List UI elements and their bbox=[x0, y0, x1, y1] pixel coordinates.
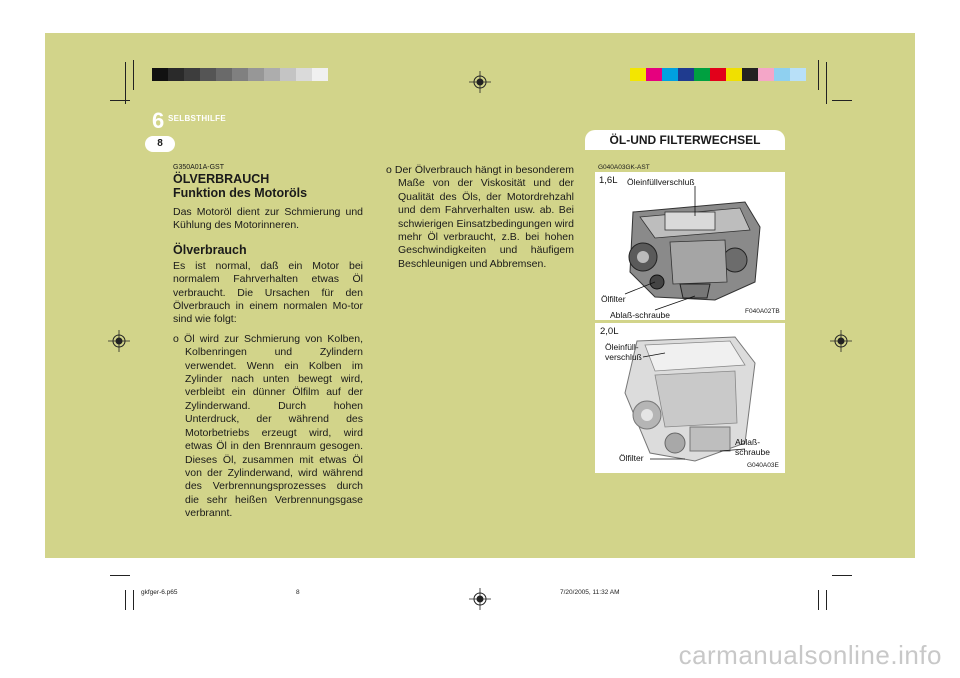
figure-engine-1-6l bbox=[595, 172, 785, 320]
section-code: G350A01A-GST bbox=[173, 164, 224, 171]
color-swatch bbox=[758, 68, 774, 81]
middle-column bbox=[386, 164, 574, 271]
color-swatch bbox=[232, 68, 248, 81]
figure-engine-2-0l bbox=[595, 323, 785, 473]
color-swatch bbox=[264, 68, 280, 81]
paragraph-consumption: Es ist normal, daß ein Motor bei normalem Fahrverhalten etwas Öl verbraucht. Die Ursachen für den Ölverbrauch in einem normalen Mo-tor sind wie folgt: bbox=[173, 259, 363, 326]
color-swatch bbox=[662, 68, 678, 81]
crop-mark bbox=[818, 590, 819, 610]
crop-mark bbox=[133, 590, 134, 610]
registration-mark-icon bbox=[830, 330, 852, 352]
label-oil-filter: Ölfilter bbox=[619, 453, 644, 463]
engine-size-label: 1,6L bbox=[599, 175, 618, 186]
color-swatch bbox=[710, 68, 726, 81]
color-swatch bbox=[726, 68, 742, 81]
paragraph-function: Das Motoröl dient zur Schmierung und Kühlung des Motorinneren. bbox=[173, 206, 363, 232]
color-swatch bbox=[742, 68, 758, 81]
registration-mark-icon bbox=[469, 588, 491, 610]
footer-file: gkfger-6.p65 bbox=[141, 589, 178, 596]
bullet-item: o Der Ölverbrauch hängt in besonderem Maße von der Viskosität und der Qualität des Öls, der Motordrehzahl und dem Fahrverhalten usw. ab. Bei schwierigen Einsatzbedingungen wird mehr Öl verbraucht, z.B. bei hohen Geschwindigkeiten und häufigem Beschleunigen und Abbremsen. bbox=[386, 164, 574, 270]
heading-funktion: Funktion des Motoröls bbox=[173, 186, 308, 200]
color-swatch bbox=[646, 68, 662, 81]
chapter-number: 6 bbox=[152, 108, 165, 133]
crop-mark bbox=[110, 100, 130, 101]
label-oil-fill-cap: Öleinfüllverschluß bbox=[627, 177, 695, 187]
color-swatch bbox=[168, 68, 184, 81]
color-swatch bbox=[184, 68, 200, 81]
crop-mark bbox=[826, 62, 827, 104]
subheading-oelverbrauch: Ölverbrauch bbox=[173, 242, 247, 257]
color-swatch bbox=[678, 68, 694, 81]
footer-page: 8 bbox=[296, 589, 300, 596]
crop-mark bbox=[110, 575, 130, 576]
registration-mark-icon bbox=[108, 330, 130, 352]
label-drain-plug-line2: schraube bbox=[735, 447, 770, 457]
label-oil-filter: Ölfilter bbox=[601, 294, 626, 304]
engine-size-label: 2,0L bbox=[600, 326, 619, 337]
crop-mark bbox=[133, 60, 134, 90]
label-oil-fill-cap-line1: Öleinfüll- bbox=[605, 342, 639, 352]
section-title: ÖL-UND FILTERWECHSEL bbox=[585, 130, 785, 150]
color-swatch bbox=[248, 68, 264, 81]
bullet-item: o Öl wird zur Schmierung von Kolben, Kolbenringen und Zylindern verwendet. Wenn ein Kolben im Zylinder nach unten bewegt wird, verbleibt ein dünner Ölfilm auf der Zylinderwand. Durch hohen Unterdruck, der während des Motorbetriebs erzeugt wird, wird etwas Öl in den Brennraum gesogen. Dieses Öl, zusammen mit etwas Öl von der Zylinderwand, wird während des Verbrennungsprozesses durch die sehr heißen Verbrennungsgase verbrannt. bbox=[173, 332, 363, 520]
heading-oelverbrauch: ÖLVERBRAUCH bbox=[173, 172, 270, 186]
label-drain-plug-line1: Ablaß- bbox=[735, 437, 761, 447]
color-swatch bbox=[312, 68, 328, 81]
page-number-badge: 8 bbox=[145, 136, 175, 152]
color-swatch bbox=[296, 68, 312, 81]
footer-timestamp: 7/20/2005, 11:32 AM bbox=[560, 589, 620, 596]
figure-code: G040A03GK-AST bbox=[598, 164, 650, 171]
color-swatch bbox=[630, 68, 646, 81]
color-swatch bbox=[694, 68, 710, 81]
crop-mark bbox=[125, 62, 126, 104]
chapter-name: SELBSTHILFE bbox=[168, 114, 226, 123]
crop-mark bbox=[826, 590, 827, 610]
crop-mark bbox=[832, 575, 852, 576]
watermark: carmanualsonline.info bbox=[678, 640, 942, 670]
greyscale-strip bbox=[152, 68, 328, 81]
color-swatch bbox=[216, 68, 232, 81]
color-strip bbox=[630, 68, 806, 81]
color-swatch bbox=[790, 68, 806, 81]
color-swatch bbox=[152, 68, 168, 81]
color-swatch bbox=[774, 68, 790, 81]
figure-reference: F040A02TB bbox=[745, 308, 780, 315]
crop-mark bbox=[832, 100, 852, 101]
left-column bbox=[173, 164, 363, 521]
label-oil-fill-cap-line2: verschluß bbox=[605, 352, 642, 362]
color-swatch bbox=[280, 68, 296, 81]
label-drain-plug: Ablaß-schraube bbox=[610, 310, 671, 320]
figure-reference: G040A03E bbox=[747, 462, 779, 469]
registration-mark-icon bbox=[469, 71, 491, 93]
color-swatch bbox=[200, 68, 216, 81]
crop-mark bbox=[818, 60, 819, 90]
crop-mark bbox=[125, 590, 126, 610]
